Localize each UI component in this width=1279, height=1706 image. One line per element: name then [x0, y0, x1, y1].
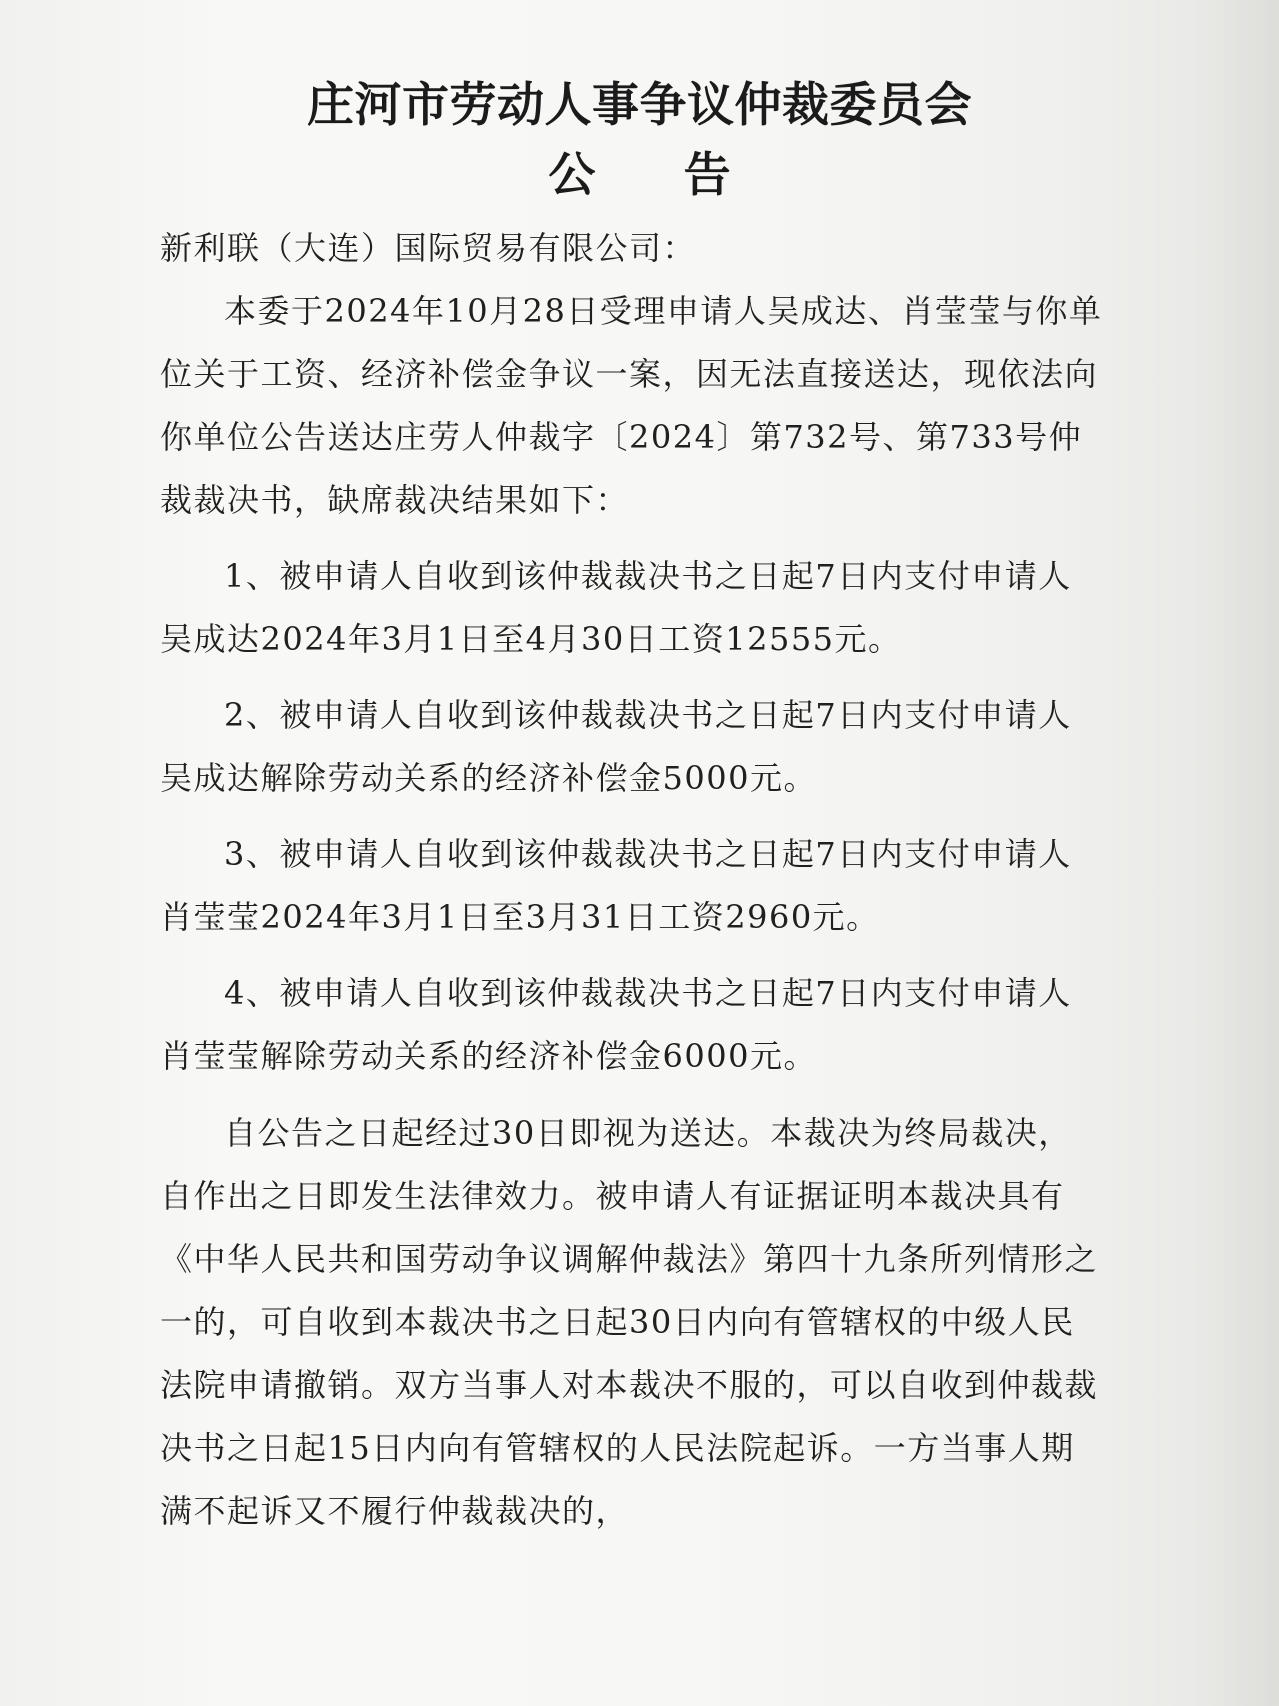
- closing-paragraph: 自公告之日起经过30日即视为送达。本裁决为终局裁决，自作出之日即发生法律效力。被申请人有证据证明本裁决具有《中华人民共和国劳动争议调解仲裁法》第四十九条所列情形之一的，可自收到本裁决书之日起30日内向有管辖权的中级人民法院申请撤销。双方当事人对本裁决不服的，可以自收到仲裁裁决书之日起15日内向有管辖权的人民法院起诉。一方当事人期满不起诉又不履行仲裁裁决的，: [160, 1114, 1099, 1530]
- document-body: [160, 217, 1105, 1543]
- document-subtitle: 公 告: [548, 148, 767, 203]
- ruling-item-3: 3、被申请人自收到该仲裁裁决书之日起7日内支付申请人肖莹莹2024年3月1日至3月31日工资2960元。: [160, 835, 1072, 936]
- ruling-item-1: 1、被申请人自收到该仲裁裁决书之日起7日内支付申请人吴成达2024年3月1日至4月30日工资12555元。: [160, 557, 1072, 658]
- title-block: [0, 75, 1279, 207]
- paper-shadow: [1189, 0, 1279, 1706]
- document-title: 庄河市劳动人事争议仲裁委员会: [307, 78, 972, 133]
- ruling-item-4: 4、被申请人自收到该仲裁裁决书之日起7日内支付申请人肖莹莹解除劳动关系的经济补偿金6000元。: [160, 974, 1072, 1075]
- ruling-item-2: 2、被申请人自收到该仲裁裁决书之日起7日内支付申请人吴成达解除劳动关系的经济补偿金5000元。: [160, 696, 1072, 797]
- intro-paragraph: 本委于2024年10月28日受理申请人吴成达、肖莹莹与你单位关于工资、经济补偿金争议一案，因无法直接送达，现依法向你单位公告送达庄劳人仲裁字〔2024〕第732号、第733号仲裁裁决书，缺席裁决结果如下：: [160, 292, 1103, 519]
- addressee: 新利联（大连）国际贸易有限公司：: [160, 229, 697, 267]
